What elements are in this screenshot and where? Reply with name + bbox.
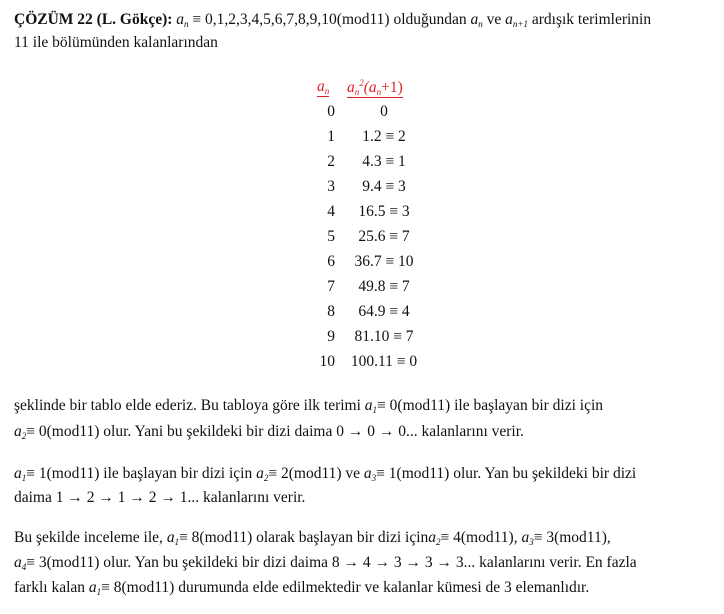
table-cell-value: 81.10 ≡ 7	[354, 328, 414, 345]
solution-title: ÇÖZÜM 22 (L. Gökçe):	[14, 11, 173, 28]
congruence-list: ≡ 0,1,2,3,4,5,6,7,8,9,10(mod11)	[192, 11, 390, 28]
table-cell-n: 0	[327, 103, 335, 120]
table-row	[300, 153, 440, 173]
table-row	[300, 203, 440, 223]
paragraph-2-line-2: daima 1 → 2 → 1 → 2 → 1... kalanlarını verir.	[14, 489, 306, 506]
table-cell-n: 7	[327, 278, 335, 295]
intro-text: olduğundan	[393, 11, 467, 28]
paragraph-3-line-1: Bu şekilde inceleme ile, $a_1\equiv 8(mod11)$ olarak başlayan bir dizi içina$_2$≡ 4(mod11), $a_3\equiv 3(mod11)$,	[14, 529, 611, 547]
table-row	[300, 303, 440, 323]
table-cell-n: 4	[327, 203, 335, 220]
table-cell-n: 9	[327, 328, 335, 345]
paragraph-3-line-2: $a_4\equiv 3(mod11)$ olur. Yan bu şekildeki bir dizi daima 8 → 4 → 3 → 3 → 3... kalanlarını verir. En fazla	[14, 554, 637, 572]
table-row	[300, 278, 440, 298]
table-cell-n: 1	[327, 128, 335, 145]
paragraph-3-line-3: farklı kalan $a_1\equiv 8(mod11)$ durumunda elde edilmektedir ve kalanlar kümesi de 3 elemanlıdır.	[14, 579, 590, 597]
an-symbol-2: $a_n$	[470, 11, 483, 29]
table-row	[300, 178, 440, 198]
table-header-an: $a_n$	[317, 78, 330, 96]
table-cell-n: 5	[327, 228, 335, 245]
table-cell-value: 1.2 ≡ 2	[362, 128, 406, 145]
table-row	[300, 228, 440, 248]
intro-line-2: 11 ile bölümünden kalanlarından	[14, 34, 218, 51]
table-cell-n: 3	[327, 178, 335, 195]
paragraph-1-line-2: $a_2\equiv 0(mod11)$ olur. Yani bu şekildeki bir dizi daima 0 → 0 → 0... kalanlarını verir.	[14, 423, 524, 441]
table-cell-value: 36.7 ≡ 10	[354, 253, 414, 270]
table-cell-n: 8	[327, 303, 335, 320]
table-cell-value: 25.6 ≡ 7	[358, 228, 410, 245]
paragraph-2-line-1: $a_1\equiv 1(mod11)$ ile başlayan bir dizi için $a_2\equiv 2(mod11)$ ve $a_3\equiv 1(mod11)$ olur. Yan bu şekildeki bir dizi	[14, 465, 637, 483]
table-cell-n: 6	[327, 253, 335, 270]
table-row	[300, 328, 440, 348]
table-cell-n: 10	[319, 353, 335, 370]
table-row	[300, 353, 440, 373]
an1-symbol: $a_{n+1}$	[505, 11, 528, 29]
an-symbol: $a_n$	[176, 11, 189, 29]
table-cell-value: 16.5 ≡ 3	[358, 203, 410, 220]
table-cell-value: 64.9 ≡ 4	[358, 303, 410, 320]
paragraph-1-line-1: şeklinde bir tablo elde ederiz. Bu tabloya göre ilk terimi $a_1\equiv 0(mod11)$ ile başlayan bir dizi için	[14, 397, 604, 415]
table-row	[300, 128, 440, 148]
table-cell-value: 9.4 ≡ 3	[362, 178, 406, 195]
table-header-expr: $a_n^2(a_n+1)$	[347, 78, 403, 97]
table-cell-n: 2	[327, 153, 335, 170]
table-row	[300, 253, 440, 273]
intro-line-1: ÇÖZÜM 22 (L. Gökçe): $a_n \equiv 0,1,2,3,4,5,6,7,8,9,10(mod11)$ olduğundan $a_n$ ve $a_{n+1}$ ardışık terimlerinin	[14, 11, 652, 29]
table-cell-value: 49.8 ≡ 7	[358, 278, 410, 295]
table-cell-value: 0	[380, 103, 388, 120]
table-row	[300, 103, 440, 123]
table-cell-value: 100.11 ≡ 0	[350, 353, 418, 370]
table-cell-value: 4.3 ≡ 1	[362, 153, 406, 170]
